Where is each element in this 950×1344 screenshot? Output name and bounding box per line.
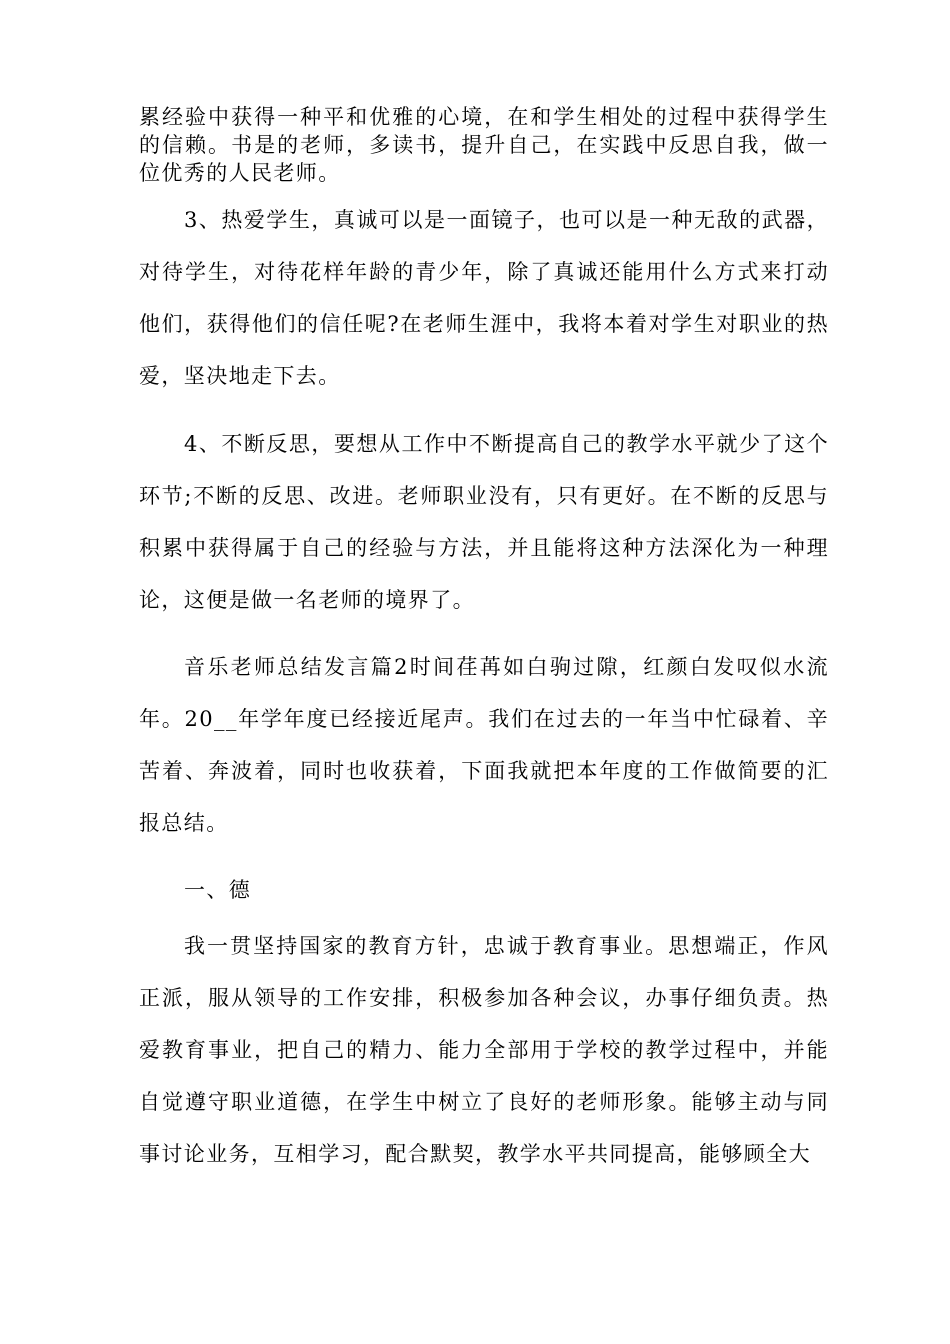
paragraph-point-4: 4、不断反思，要想从工作中不断提高自己的教学水平就少了这个环节;不断的反思、改进。老师职业没有，只有更好。在不断的反思与积累中获得属于自己的经验与方法，并且能将这种方法深化为一种理论，这便是做一名老师的境界了。 xyxy=(139,432,829,612)
paragraph-continuation: 累经验中获得一种平和优雅的心境，在和学生相处的过程中获得学生的信赖。书是的老师，多读书，提升自己，在实践中反思自我，做一位优秀的人民老师。 xyxy=(139,105,829,185)
paragraph-de-body: 我一贯坚持国家的教育方针，忠诚于教育事业。思想端正，作风正派，服从领导的工作安排，积极参加各种会议，办事仔细负责。热爱教育事业，把自己的精力、能力全部用于学校的教学过程中，并能自觉遵守职业道德，在学生中树立了良好的老师形象。能够主动与同事讨论业务，互相学习，配合默契，教学水平共同提高，能够顾全大 xyxy=(139,934,829,1166)
section-heading-de: 一、德 xyxy=(184,878,252,902)
paragraph-section-intro: 音乐老师总结发言篇2时间荏苒如白驹过隙，红颜白发叹似水流年。20__年学年度已经接近尾声。我们在过去的一年当中忙碌着、辛苦着、奔波着，同时也收获着，下面我就把本年度的工作做简要的汇报总结。 xyxy=(139,655,829,835)
paragraph-point-3: 3、热爱学生，真诚可以是一面镜子，也可以是一种无敌的武器，对待学生，对待花样年龄的青少年，除了真诚还能用什么方式来打动他们，获得他们的信任呢?在老师生涯中，我将本着对学生对职业的热爱，坚决地走下去。 xyxy=(139,208,829,388)
